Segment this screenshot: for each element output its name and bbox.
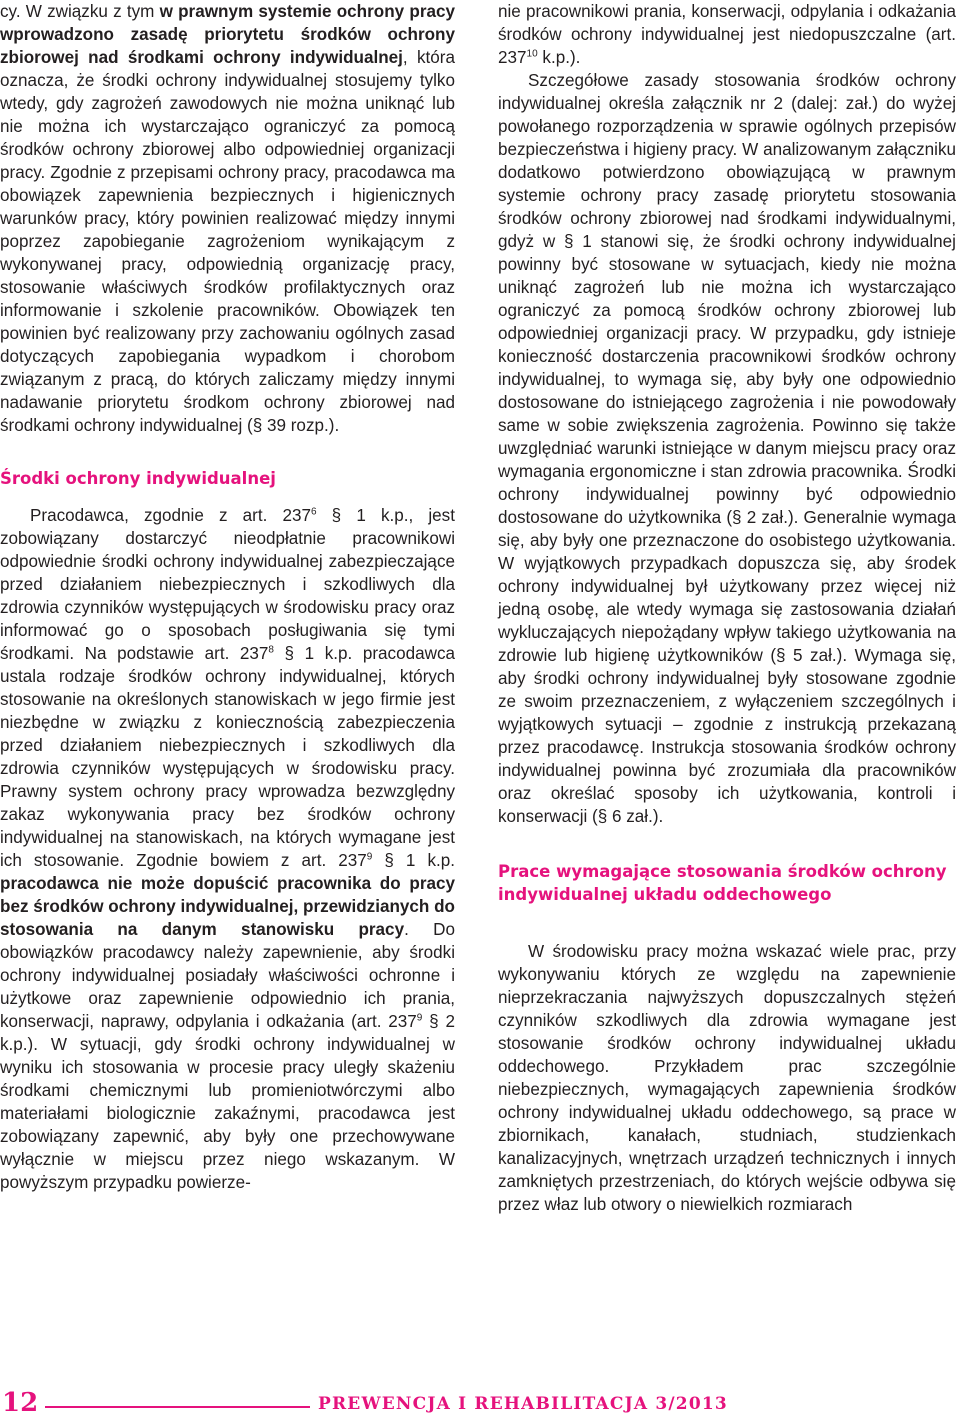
right-paragraph-3: W środowisku pracy można wskazać wiele prac, przy wykonywaniu których ze względu na zapewnienie nieprzekraczania najwyższych dopuszczalnych stężeń czynników szkodliwych dla zdrowia wymagane jest stosowanie środków ochrony indywidualnej układu oddechowego. Przykładem prac szczególnie niebezpiecznych, wymagających zapewnienia środków ochrony indywidualnej układu oddechowego, są prace w zbiornikach, kanałach, studniach, studzienkach kanalizacyjnych, wnętrzach urządzeń technicznych i innych zamkniętych przestrzeniach, do których wejście odbywa się przez właz lub otwory o niewielkich rozmiarach xyxy=(498,942,956,1214)
bold-text-run: pracodawca nie może dopuścić pracownika do pracy bez środków ochrony indywidualnej, przewidzianych do stosowania na danym stanowisku pracy xyxy=(0,874,455,939)
left-paragraph-1 xyxy=(0,0,455,437)
superscript: 10 xyxy=(526,48,538,60)
bold-text-run: w prawnym systemie ochrony pracy wprowadzono zasadę priorytetu środków ochrony zbiorowej nad środkami ochrony indywidualnej xyxy=(0,2,455,67)
magazine-title: PREWENCJA I REHABILITACJA 3/2013 xyxy=(318,1394,728,1414)
right-column xyxy=(498,0,956,1216)
section-heading-respiratory: Prace wymagające stosowania środków ochrony indywidualnej układu oddechowego xyxy=(498,862,947,904)
text-run: § 1 k.p. xyxy=(372,851,455,870)
right-paragraph-2: Szczegółowe zasady stosowania środków ochrony indywidualnej określa załącznik nr 2 (dalej: zał.) do wyżej powołanego rozporządzenia w sprawie ogólnych przepisów bezpieczeństwa i higieny pracy. W analizowanym załączniku dodatkowo potwierdzono obowiązującą w prawnym systemie ochrony pracy zasadę priorytetu stosowania środków ochrony zbiorowej nad środkami indywidualnymi, gdyż w § 1 stanowi się, że środki ochrony indywidualnej powinny być stosowane w sytuacjach, kiedy nie można uniknąć zagrożeń lub nie można ich wystarczająco ograniczyć za pomocą środków ochrony zbiorowej lub odpowiedniej organizacji pracy. W przypadku, gdy istnieje konieczność dostarczenia pracownikowi środków ochrony indywidualnej, to wymaga się, aby były one odpowiednio dostosowane do istniejącego zagrożenia i nie powodowały same w sobie zwiększenia zagrożenia. Powinno się także uwzględniać warunki istniejące w danym miejscu pracy oraz wymagania ergonomiczne i stan zdrowia pracownika. Środki ochrony indywidualnej powinny być odpowiednio dostosowane do użytkownika (§ 2 zał.). Generalnie wymaga się, aby były one przeznaczone do osobistego użytkowania. W wyjątkowych przypadkach dopuszcza się, aby środek ochrony indywidualnej był użytkowany przez więcej niż jedną osobę, ale wtedy wymaga się zastosowania działań wykluczających niepożądany wpływ takiego użytkowania na zdrowie lub higienę użytkowników (§ 5 zał.). Wymaga się, aby środki ochrony indywidualnej były stosowane zgodnie ze swoim przeznaczeniem, z wyłączeniem szczególnych i wyjątkowych sytuacji – zgodnie z instrukcją przekazaną przez pracodawcę. Instrukcja stosowania środków ochrony indywidualnej powinna być zrozumiała dla pracowników oraz określać sposoby ich użytkowania, kontroli i konserwacji (§ 6 zał.). xyxy=(498,71,956,826)
text-run: Pracodawca, zgodnie z art. 237 xyxy=(30,506,311,525)
superscript: 6 xyxy=(310,506,317,518)
text-run: cy. W związku z tym xyxy=(0,2,160,21)
left-column xyxy=(0,0,455,1194)
page-footer xyxy=(0,1384,960,1424)
text-run: , która oznacza, że środki ochrony indywidualnej stosujemy tylko wtedy, gdy zagrożeń zawodowych nie można uniknąć lub nie można ich wystarczająco ograniczyć za pomocą środków ochrony zbiorowej albo odpowiedniej organizacji pracy. Zgodnie z przepisami ochrony pracy, pracodawca ma obowiązek zapewnienia bezpiecznych i higienicznych warunków pracy, który powinien realizować między innymi poprzez zapobieganie zagrożeniom wynikającym z wykonywanej pracy, odpowiednią organizację pracy, stosowanie właściwych środków profilaktycznych oraz informowanie i szkolenie pracowników. Obowiązek ten powinien być realizowany przy zachowaniu ogólnych zasad dotyczących zapobiegania wypadkom i chorobom związanym z pracą, do których zaliczamy między innymi nadawanie priorytetu środkom ochrony zbiorowej nad środkami ochrony indywidualnej (§ 39 rozp.). xyxy=(0,48,455,435)
superscript: 9 xyxy=(416,1012,423,1024)
text-run: k.p.). xyxy=(537,48,581,67)
text-run: § 1 k.p. pracodawca ustala rodzaje środków ochrony indywidualnej, których stosowanie na określonych stanowiskach w jego firmie jest niezbędne w związku z koniecznością zabezpieczenia przed działaniem niebezpiecznych i szkodliwych dla zdrowia czynników występujących w środowisku pracy. Prawny system ochrony pracy wprowadza bezwzględny zakaz wykonywania pracy bez środków ochrony indywidualnej na stanowiskach, na których wymagane jest ich stosowanie. Zgodnie bowiem z art. 237 xyxy=(0,644,455,870)
footer-divider xyxy=(45,1406,310,1408)
text-run: § 2 k.p.). W sytuacji, gdy środki ochrony indywidualnej w wyniku ich stosowania w procesie pracy uległy skażeniu środkami chemicznymi lub promieniotwórczymi albo materiałami biologicznie zakaźnymi, pracodawca jest zobowiązany zapewnić, aby były one przechowywane wyłącznie w miejscu przez niego wskazanym. W powyższym przypadku powierze- xyxy=(0,1012,455,1192)
superscript: 8 xyxy=(268,644,274,656)
text-run: . Do obowiązków pracodawcy należy zapewnienie, aby środki ochrony indywidualnej posiadały właściwości ochronne i użytkowe oraz zapewnienie odpowiednio ich prania, konserwacji, naprawy, odpylania i odkażania (art. 237 xyxy=(0,920,455,1031)
right-paragraph-1 xyxy=(498,0,956,69)
left-paragraph-2 xyxy=(0,504,455,1194)
text-run: § 1 k.p., jest zobowiązany dostarczyć nieodpłatnie pracownikowi odpowiednie środki ochrony indywidualnej zabezpieczające przed działaniem niebezpiecznych i szkodliwych dla zdrowia czynników występujących w środowisku pracy oraz informować go o sposobach posługiwania się tymi środkami. Na podstawie art. 237 xyxy=(0,506,455,663)
text-run: nie pracownikowi prania, konserwacji, odpylania i odkażania środków ochrony indywidualnej jest niedopuszczalne (art. 237 xyxy=(498,2,956,67)
section-heading-ppe: Środki ochrony indywidualnej xyxy=(0,469,276,488)
page-number: 12 xyxy=(2,1388,39,1418)
superscript: 9 xyxy=(366,851,373,863)
